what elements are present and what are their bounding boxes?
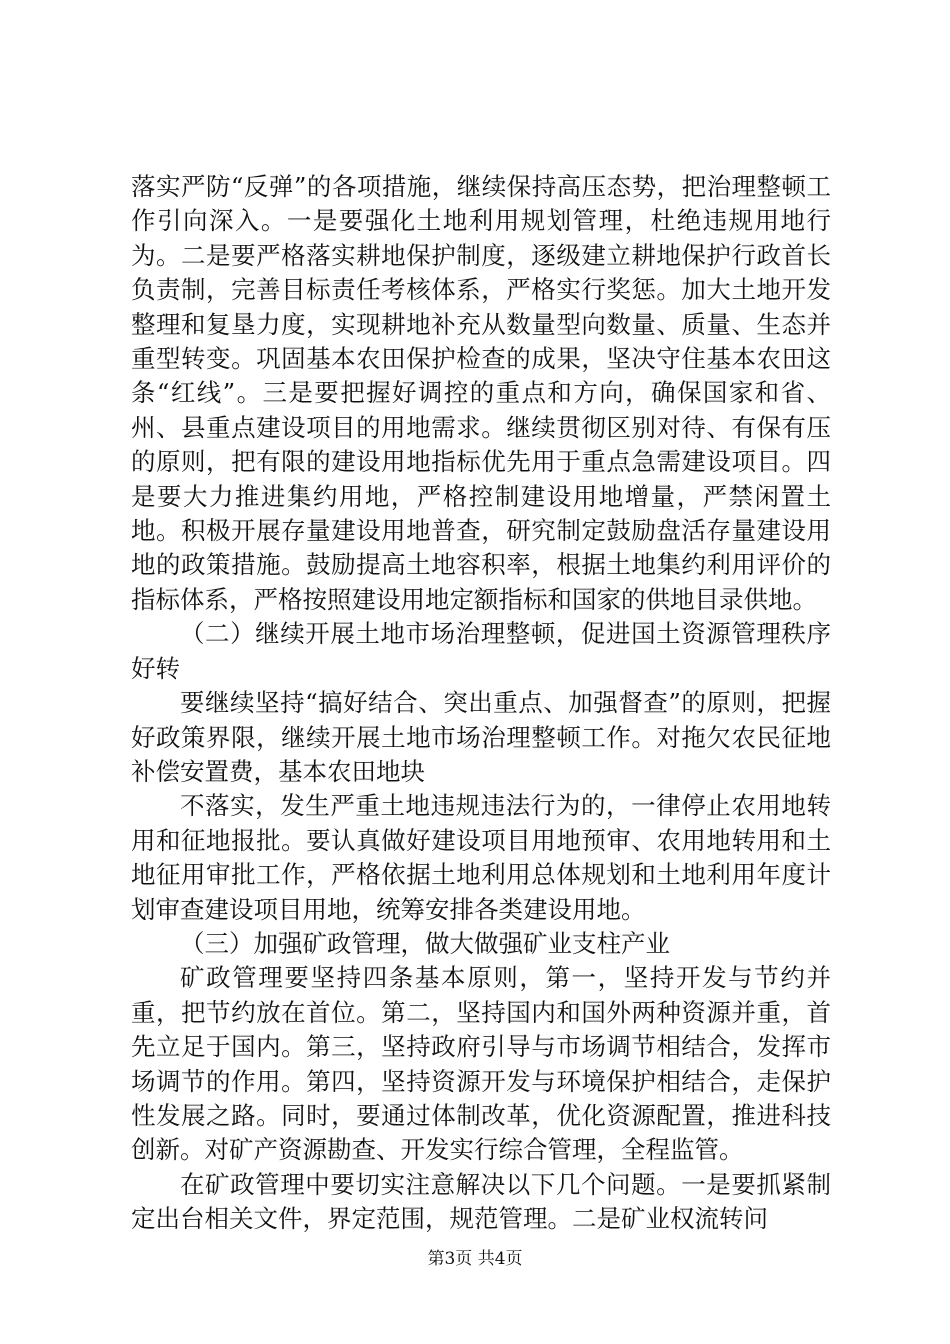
paragraph-land-control-measures: 落实严防“反弹”的各项措施，继续保持高压态势，把治理整顿工作引向深入。一是要强化土地利用规划管理，杜绝违规用地行为。二是要严格落实耕地保护制度，逐级建立耕地保护行政首长负责制，完善目标责任考核体系，严格实行奖惩。加大土地开发整理和复垦力度，实现耕地补充从数量型向数量、质量、生态并重型转变。巩固基本农田保护检查的成果，坚决守住基本农田这条“红线”。三是要把握好调控的重点和方向，确保国家和省、州、县重点建设项目的用地需求。继续贯彻区别对待、有保有压的原则，把有限的建设用地指标优先用于重点急需建设项目。四是要大力推进集约用地，严格控制建设用地增量，严禁闲置土地。积极开展存量建设用地普查，研究制定鼓励盘活存量建设用地的政策措施。鼓励提高土地容积率，根据土地集约利用评价的指标体系，严格按照建设用地定额指标和国家的供地目录供地。: [131, 172, 831, 614]
paragraph-mineral-principles: 矿政管理要坚持四条基本原则，第一，坚持开发与节约并重，把节约放在首位。第二，坚持国内和国外两种资源并重，首先立足于国内。第三，坚持政府引导与市场调节相结合，发挥市场调节的作用。第四，坚持资源开发与环境保护相结合，走保护性发展之路。同时，要通过体制改革，优化资源配置，推进科技创新。对矿产资源勘查、开发实行综合管理，全程监管。: [131, 963, 831, 1165]
section-heading-mineral-management: （三）加强矿政管理，做大做强矿业支柱产业: [180, 928, 670, 958]
paragraph-land-approval: 不落实，发生严重土地违规违法行为的，一律停止农用地转用和征地报批。要认真做好建设项目用地预审、农用地转用和土地征用审批工作，严格依据土地利用总体规划和土地利用年度计划审查建设项目用地，统筹安排各类建设用地。: [131, 791, 831, 924]
section-heading-land-market: （二）继续开展土地市场治理整顿，促进国土资源管理秩序好转: [131, 619, 831, 683]
paragraph-mineral-issues: 在矿政管理中要切实注意解决以下几个问题。一是要抓紧制定出台相关文件，界定范围，规范管理。二是矿业权流转问: [131, 1169, 831, 1234]
document-body: [131, 170, 831, 1237]
paragraph-land-market-principles: 要继续坚持“搞好结合、突出重点、加强督查”的原则，把握好政策界限，继续开展土地市场治理整顿工作。对拖欠农民征地补偿安置费，基本农田地块: [131, 688, 831, 786]
page-number-footer: 第3页 共4页: [427, 1249, 523, 1269]
